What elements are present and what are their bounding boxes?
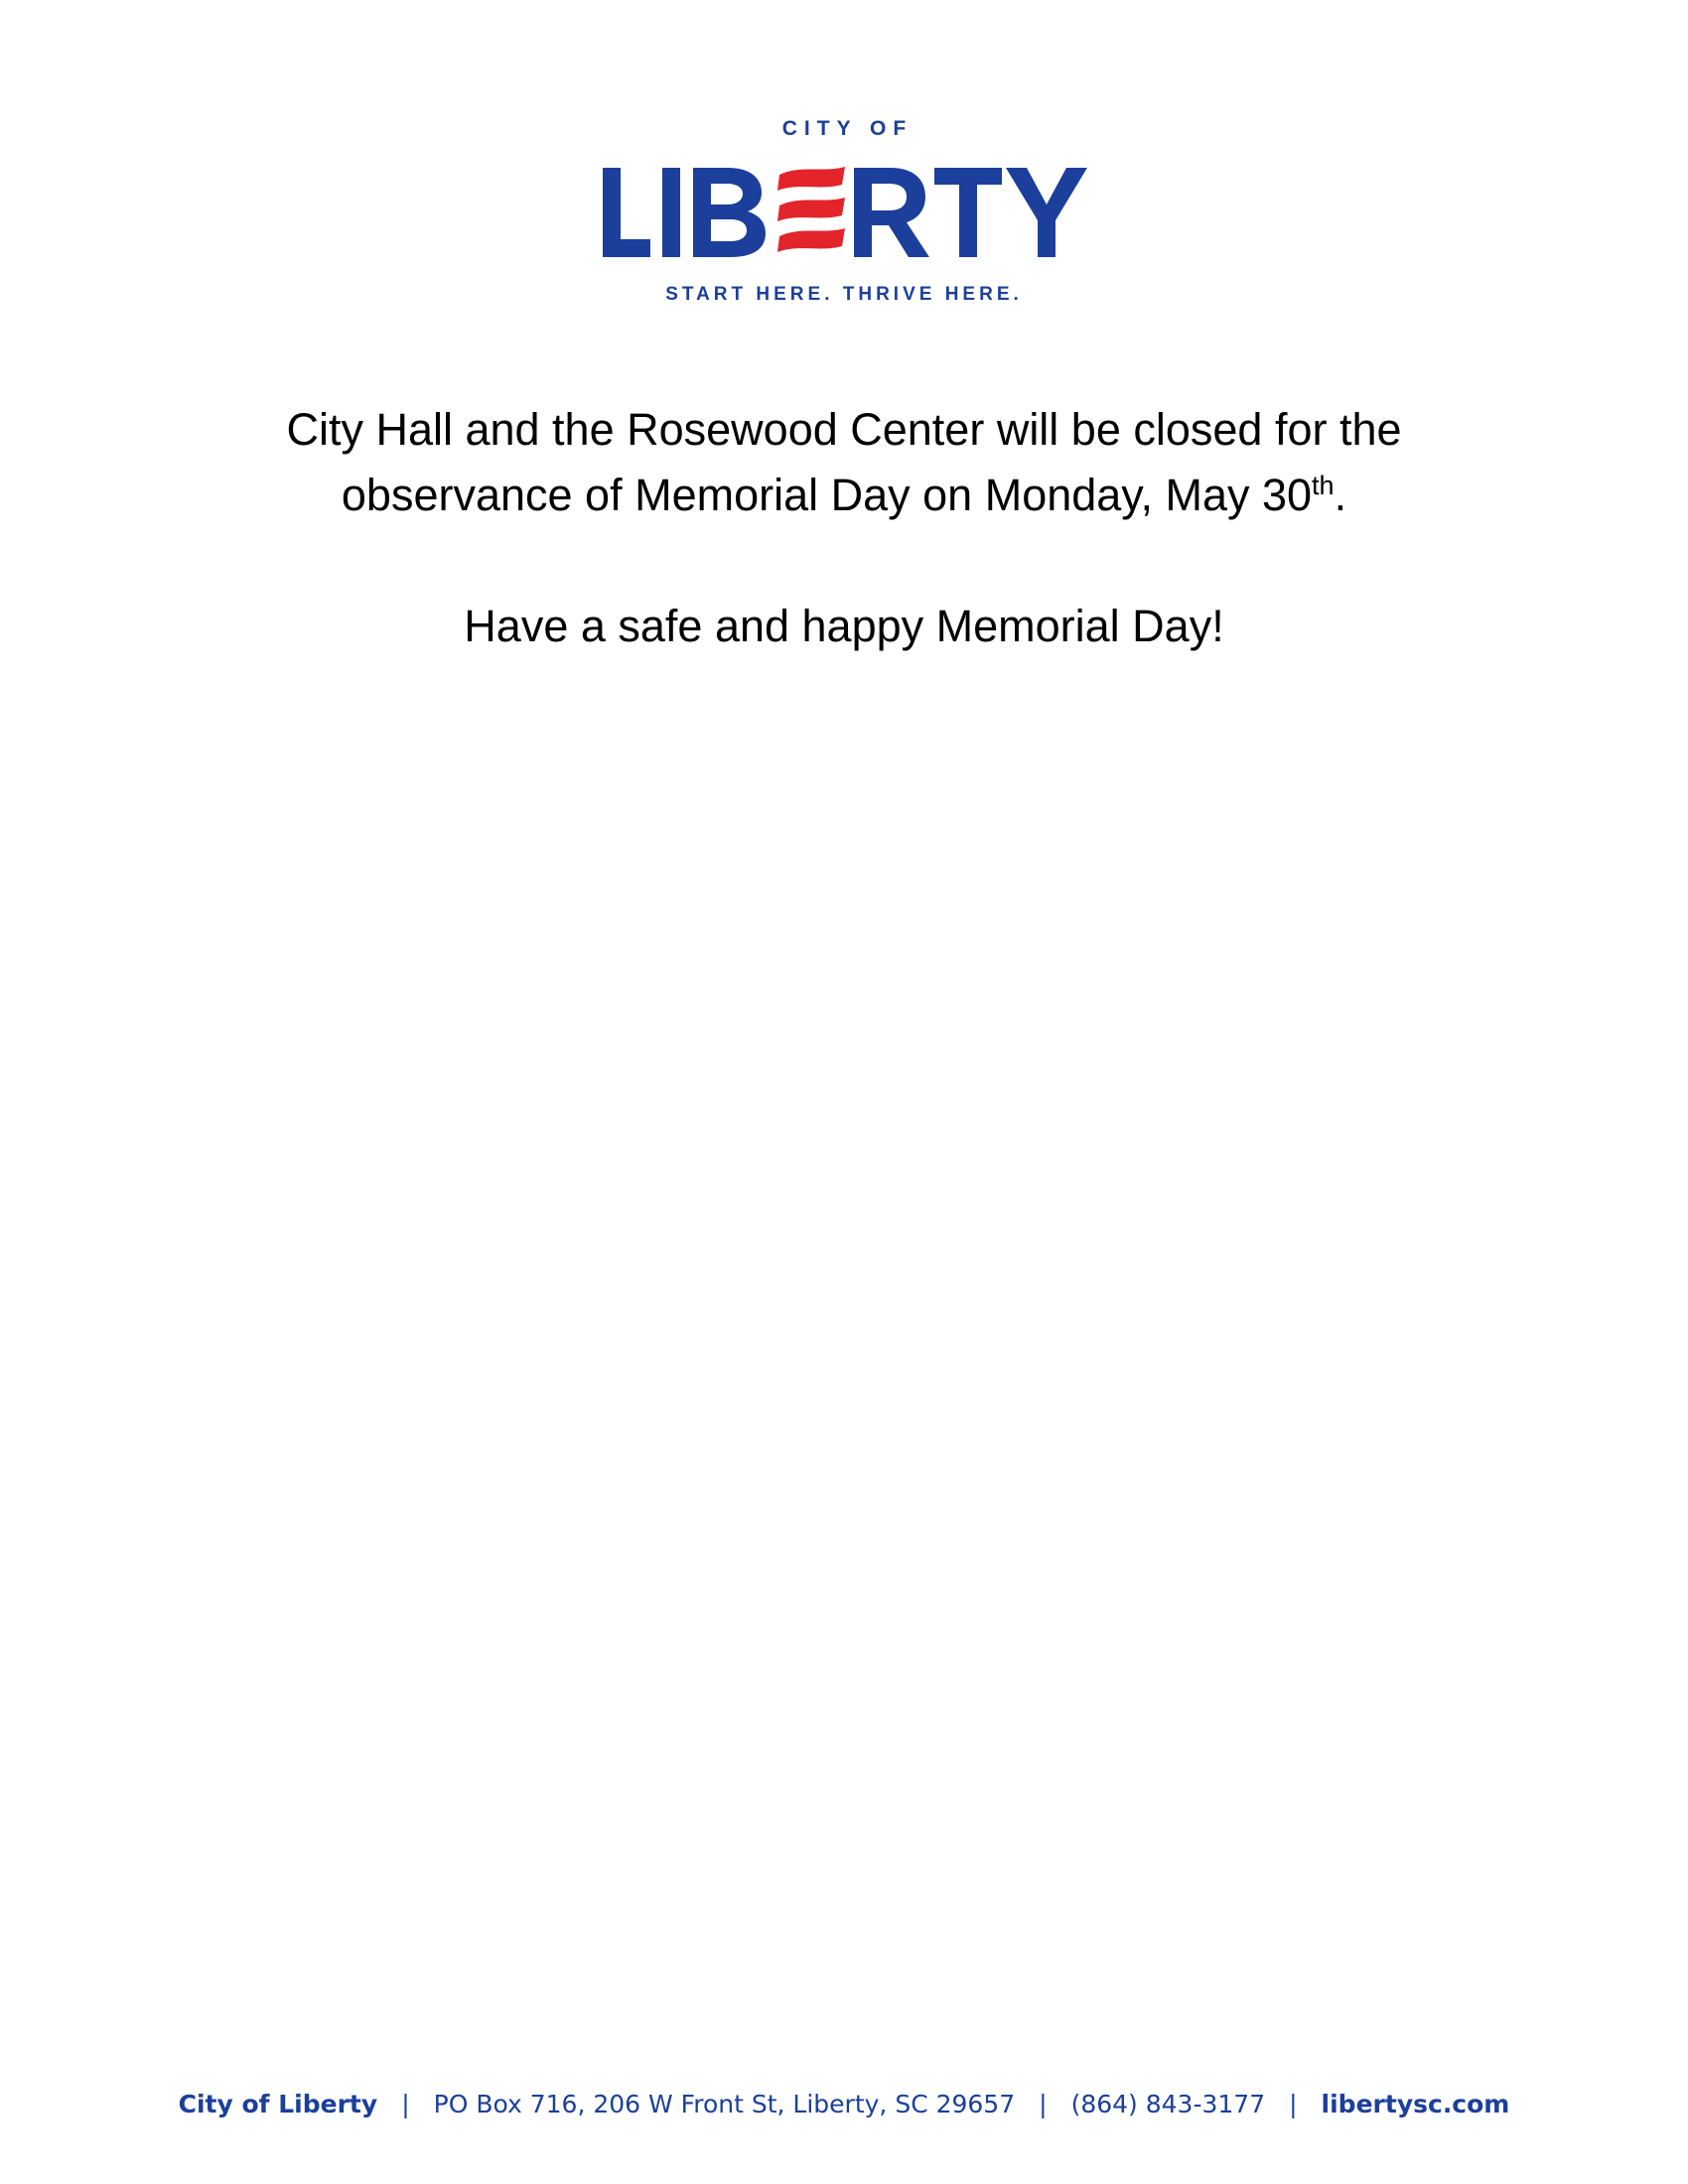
logo-tagline: START HERE. THRIVE HERE.: [665, 284, 1023, 305]
footer-separator: |: [1039, 2090, 1048, 2118]
footer-separator: |: [1289, 2090, 1298, 2118]
footer-organization-name: City of Liberty: [178, 2090, 378, 2118]
logo-city-of-text: CITY OF: [781, 117, 914, 140]
notice-line-1: City Hall and the Rosewood Center will be closed for the: [286, 404, 1402, 455]
holiday-greeting: Have a safe and happy Memorial Day!: [464, 601, 1224, 651]
footer-address: PO Box 716, 206 W Front St, Liberty, SC 29657: [433, 2090, 1016, 2118]
footer-contact: [0, 2090, 1688, 2118]
notice-ordinal-suffix: th: [1312, 471, 1335, 500]
footer-separator: |: [401, 2090, 410, 2118]
liberty-wordmark: [601, 163, 1087, 262]
footer-phone: (864) 843-3177: [1070, 2090, 1266, 2118]
notice-line-2: [0, 463, 1688, 528]
closure-notice: [0, 397, 1688, 528]
city-logo: [0, 117, 1688, 306]
notice-line-2-text: observance of Memorial Day on Monday, May 30: [341, 470, 1313, 520]
notice-line-2-end: .: [1334, 470, 1347, 520]
footer-website-link[interactable]: libertysc.com: [1321, 2090, 1510, 2118]
